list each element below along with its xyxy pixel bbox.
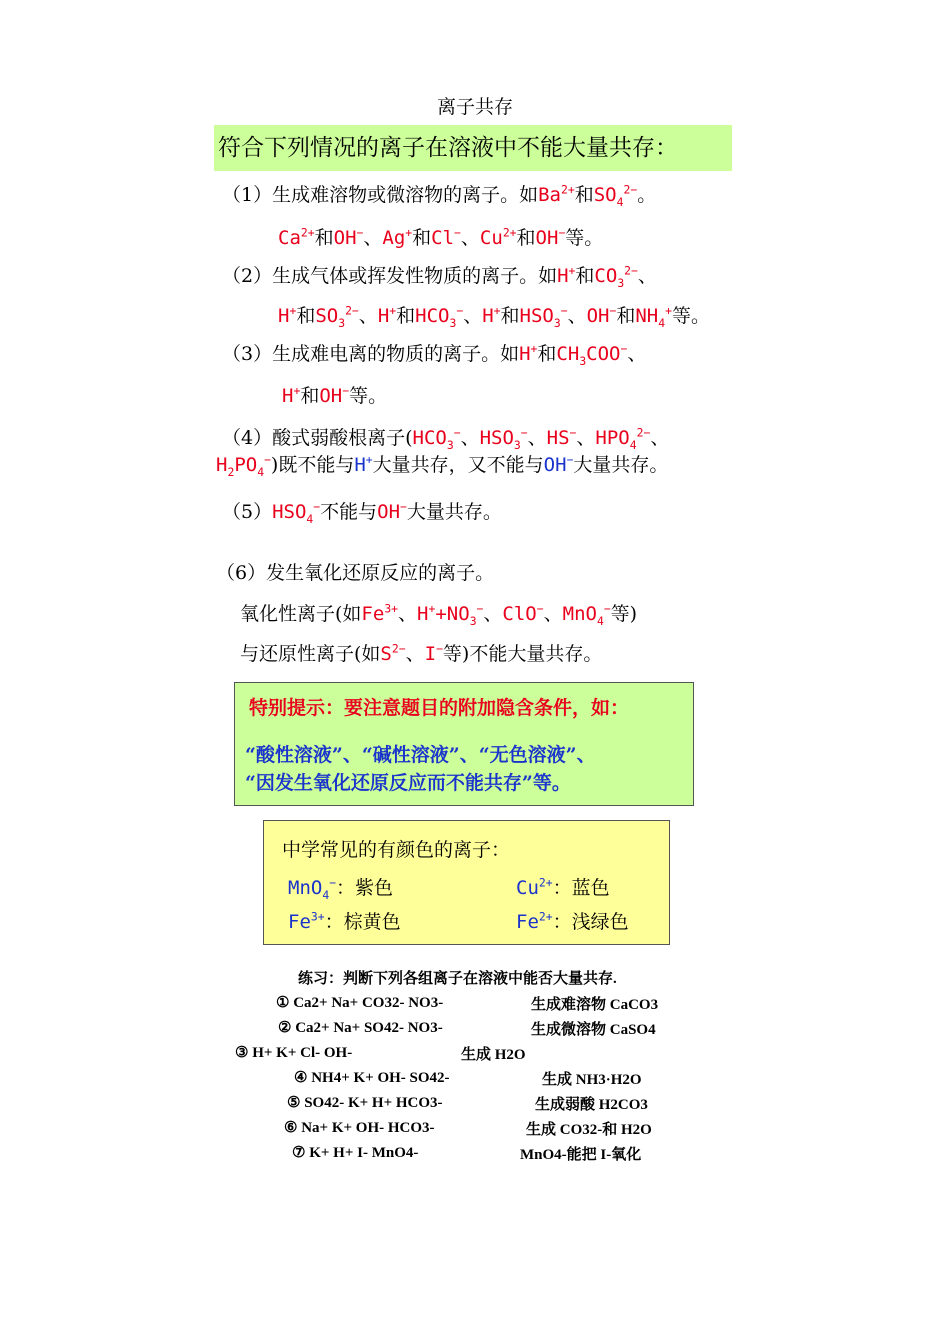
exercise-row-7-ions: ⑦ K+ H+ I- MnO4-	[292, 1145, 419, 1161]
exercise-row-4-result: 生成 NH3·H2O	[542, 1072, 642, 1088]
exercise-row-4-ions: ④ NH4+ K+ OH- SO42-	[294, 1070, 450, 1086]
color-cu: $Cu^{2+}$：蓝色	[516, 875, 610, 899]
exercise-row-2-ions: ② Ca2+ Na+ SO42- NO3-	[278, 1020, 443, 1036]
exercise-row-1-result: 生成难溶物 CaCO3	[531, 997, 659, 1013]
item-4-line-1: （4）酸式弱酸根离子($HCO_3^-$、$HSO_3^-$、HS−、$HPO_4^{2-}$、	[222, 425, 670, 452]
colored-ions-heading: 中学常见的有颜色的离子：	[282, 839, 511, 861]
item-1-text: （1）生成难溶物或微溶物的离子。如	[222, 184, 539, 206]
item-6-heading: （6）发生氧化还原反应的离子。	[216, 562, 495, 584]
tip-line-1: 特别提示：要注意题目的附加隐含条件，如：	[249, 697, 630, 719]
section-heading: 符合下列情况的离子在溶液中不能大量共存：	[214, 125, 732, 171]
exercise-row-2-result: 生成微溶物 CaSO4	[531, 1022, 656, 1038]
exercise-row-7-result: MnO4-能把 I-氧化	[520, 1147, 642, 1163]
exercise-row-5-ions: ⑤ SO42- K+ H+ HCO3-	[287, 1095, 443, 1111]
tip-line-3: “因发生氧化还原反应而不能共存”等。	[245, 772, 571, 794]
colored-ions-box	[263, 820, 670, 945]
ion-ba: $Ba^{2+}$	[538, 182, 575, 206]
item-3-line-2: H+和OH−等。	[282, 383, 388, 407]
exercise-row-6-result: 生成 CO32-和 H2O	[526, 1122, 652, 1138]
item-4-line-2: $H_2PO_4^-$)既不能与H+大量共存，又不能与OH−大量共存。	[216, 452, 669, 479]
exercise-row-1-ions: ① Ca2+ Na+ CO32- NO3-	[276, 995, 444, 1011]
item-3-line-1: （3）生成难电离的物质的离子。如H+和$CH_3COO^-$、	[222, 341, 647, 368]
color-fe2: $Fe^{2+}$：浅绿色	[516, 909, 629, 933]
exercise-row-3-result: 生成 H2O	[461, 1047, 526, 1063]
color-fe3: $Fe^{3+}$：棕黄色	[288, 909, 401, 933]
item-1-line-2: $Ca^{2+}$和OH−、Ag+和Cl−、$Cu^{2+}$和OH−等。	[278, 225, 604, 249]
tip-line-2: “酸性溶液”、“碱性溶液”、“无色溶液”、	[245, 744, 596, 766]
ion-so4: $SO_4^{2-}$	[593, 182, 638, 209]
exercise-row-5-result: 生成弱酸 H2CO3	[535, 1097, 648, 1113]
item-6-line-2: 与还原性离子(如$S^{2-}$、I−等)不能大量共存。	[240, 641, 603, 665]
exercise-row-3-ions: ③ H+ K+ Cl- OH-	[235, 1045, 353, 1061]
tip-box	[234, 682, 694, 806]
page-title: 离子共存	[436, 96, 513, 118]
exercise-row-6-ions: ⑥ Na+ K+ OH- HCO3-	[284, 1120, 435, 1136]
item-6-line-1: 氧化性离子(如$Fe^{3+}$、$H^++NO_3^-$、ClO−、MnO$_4$−等)	[240, 601, 638, 628]
tip-lines-2-3	[245, 741, 596, 797]
exercise-title: 练习：判断下列各组离子在溶液中能否大量共存.	[298, 971, 617, 987]
item-2-line-1: （2）生成气体或挥发性物质的离子。如H+和$CO_3^{2-}$、	[222, 263, 657, 290]
item-2-line-2: H+和$SO_3^{2-}$、H+和$HCO_3^-$、H+和$HSO_3^-$、OH−和$NH_4^+$等。	[278, 303, 710, 330]
item-1-line-1: （1）生成难溶物或微溶物的离子。如$Ba^{2+}$和$SO_4^{2-}$。	[222, 182, 657, 209]
item-5: $(5)HSO_4^-$不能与OH−大量共存。	[222, 499, 502, 526]
color-mno4: MnO$_4$−：紫色	[288, 875, 394, 902]
